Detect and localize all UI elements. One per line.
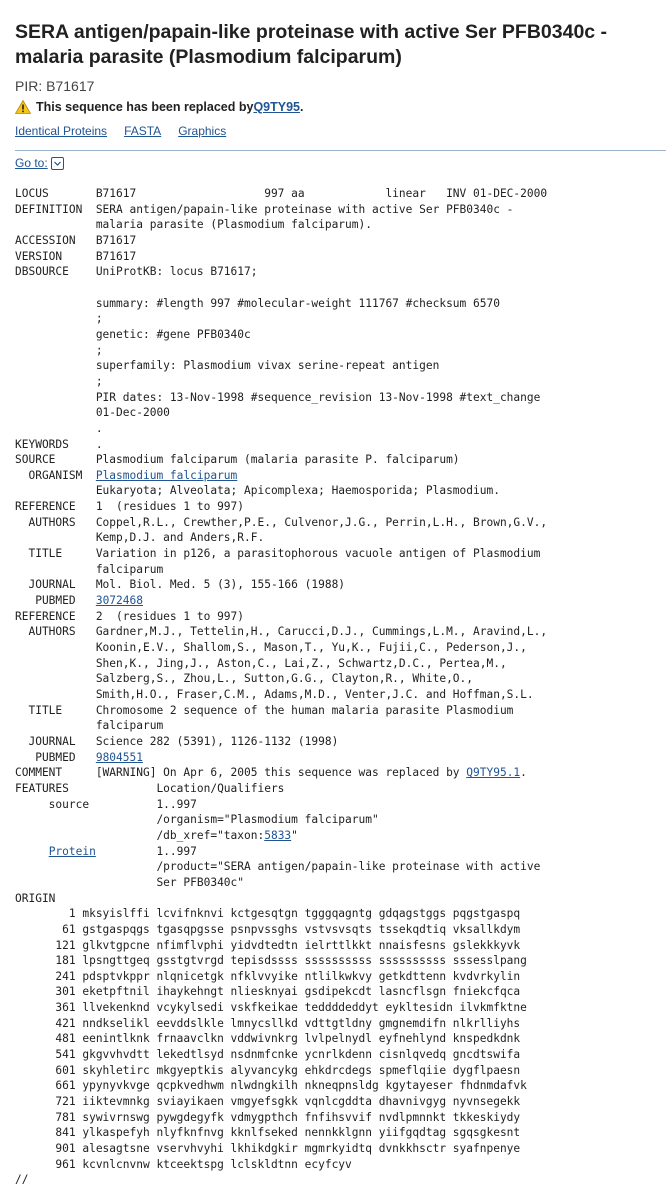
comment-suffix: . — [520, 766, 527, 780]
dbsource: DBSOURCE UniProtKB: locus B71617; summary: #length 997 #molecular-weight 111767 #checksum 6570 ; genetic: #gene PFB0340c ; superfamily: Plasmodium vivax serine-repeat antigen ; PIR dates: 13-Nov-1998 #sequence_revision 13-Nov-1998 #text_change 01-Dec-2000 . — [15, 265, 541, 435]
goto-menu[interactable] — [15, 156, 666, 170]
protein-indent — [15, 845, 49, 858]
organism-link[interactable]: Plasmodium falciparum — [95, 468, 238, 482]
comment-accession-link[interactable]: Q9TY95.1 — [466, 766, 521, 780]
fasta-link[interactable]: FASTA — [124, 124, 162, 138]
pubmed-label: PUBMED — [15, 594, 96, 608]
comment-text: COMMENT [WARNING] On Apr 6, 2005 this sequence was replaced by — [15, 766, 467, 780]
organism-line — [15, 468, 666, 484]
record-terminator: // — [15, 1173, 29, 1187]
organism-label: ORGANISM — [15, 468, 96, 482]
graphics-link[interactable]: Graphics — [178, 124, 227, 138]
pubmed-link-1[interactable]: 3072468 — [95, 594, 143, 608]
report-links — [15, 124, 666, 138]
source: SOURCE Plasmodium falciparum (malaria parasite P. falciparum) — [15, 453, 460, 467]
pir-accession: PIR: B71617 — [15, 78, 95, 94]
reference-1: REFERENCE 1 (residues 1 to 997) AUTHORS Coppel,R.L., Crewther,P.E., Culvenor,J.G., Perrin,L.H., Brown,G.V., Kemp,D.J. and Anders,R.F. TITLE Variation in p126, a parasitophorous vacuole antigen of Plasmodium falciparum JOURNAL Mol. Biol. Med. 5 (3), 155-166 (1988) — [15, 500, 548, 592]
definition: DEFINITION SERA antigen/papain-like proteinase with active Ser PFB0340c - malaria parasite (Plasmodium falciparum). — [15, 202, 514, 232]
replacement-accession-link[interactable]: Q9TY95 — [253, 100, 301, 114]
taxon-link[interactable]: 5833 — [264, 828, 292, 842]
db-xref-line — [15, 828, 666, 844]
product-qualifier: /product="SERA antigen/papain-like proteinase with active Ser PFB0340c" — [156, 860, 541, 889]
replaced-notice — [15, 100, 666, 114]
source-feature: source 1..997 /organism="Plasmodium falciparum" — [48, 797, 379, 827]
pubmed-label: PUBMED — [15, 750, 96, 764]
protein-feature-line — [15, 844, 666, 860]
keywords: KEYWORDS . — [15, 437, 103, 451]
warning-icon — [15, 100, 31, 114]
sequence-block: 1 mksyislffi lcvifnknvi kctgesqtgn tgggqagntg gdqagstggs pqgstgaspq 61 gstgaspqgs tgasqpgsse psnpvssghs vstvsvsqts tssekqdtiq vksallkdym 121 glkvtgpcne nfimflvphi yidvdtedtn ielrttlkkt nnaisfesns gslekkkyvk 181 lpsngttgeq gsstgtvrgd tepisdssss ssssssssss ssssssssss sssesslpang 241 pdsptvkppr nlqnicetgk nfklvvyike ntlilkwkvy getkdttenn kvdvrkylin 301 eketpftnil ihaykehngt nliesknyai gsdipekcdt lasncflsgn fniekcfqca 361 llvekenknd vcykylsedi vskfkeikae teddddeddyt eykltesidn ilvkmfktne 421 nndkselikl eevddslkle lmnycsllkd vdttgtldny gmgnemdifn nlkrlliyhs 481 eenintlknk frnaavclkn vddwivnkrg lvlpelnydl eyfnehlynd knspedkdnk 541 gkgvvhvdtt lekedtlsyd nsdnmfcnke ycnrlkdenn cisnlqvedq gncdtswifa 601 skyhletirc mkgyeptkis alyvancykg ehkdrcdegs spmeflqiie dygflpaesn 661 ypynyvkvge qcpkvedhwm nlwdngkilh nkneqpnsldg kgytayeser fhdnmdafvk 721 iiktevmnkg sviayikaen vmgyefsgkk vqnlcgddta dhavnivgyg nyvnsegekk 781 sywivrnswg pywgdegyfk vdmygpthch fnfihsvvif nvdlpmnnkt tkkeskiydy 841 ylkaspefyh nlyfknfnvg kknlfseked nennkklgnn yiifgqdtag sgqsgkesnt 901 alesagtsne vservhvyhi lkhikdgkir mgmrkyidtq dvnkkhsctr syafnpenye 961 kcvnlcnvnw ktceektspg lclskldtnn ecyfcyv — [55, 907, 527, 1171]
locus-line: LOCUS B71617 997 aa linear INV 01-DEC-2000 — [15, 187, 548, 200]
accession: ACCESSION B71617 — [15, 233, 137, 247]
pubmed-line-1 — [15, 593, 666, 609]
identical-proteins-link[interactable]: Identical Proteins — [15, 124, 108, 138]
lineage: Eukaryota; Alveolata; Apicomplexa; Haemosporida; Plasmodium. — [15, 484, 500, 498]
pubmed-line-2 — [15, 750, 666, 766]
version: VERSION B71617 — [15, 249, 137, 263]
genpept-record — [15, 186, 666, 1188]
reference-2: REFERENCE 2 (residues 1 to 997) AUTHORS Gardner,M.J., Tettelin,H., Carucci,D.J., Cummings,L.M., Aravind,L., Koonin,E.V., Shallom,S., Mason,T., Yu,K., Fujii,C., Pederson,J., Shen,K., Jing,J., Aston,C., Lai,Z., Schwartz,D.C., Pertea,M., Salzberg,S., Zhou,L., Sutton,G.G., Clayton,R., White,O., Smith,H.O., Fraser,C.M., Adams,M.D., Venter,J.C. and Hoffman,S.L. TITLE Chromosome 2 sequence of the human malaria parasite Plasmodium falciparum JOURNAL Science 282 (5391), 1126-1132 (1998) — [15, 609, 548, 748]
chevron-down-icon[interactable] — [51, 157, 64, 170]
features-header: FEATURES Location/Qualifiers — [15, 781, 285, 795]
protein-location: 1..997 — [95, 844, 197, 858]
goto-label[interactable]: Go to: — [15, 156, 48, 170]
db-xref-suffix: " — [291, 828, 298, 842]
db-xref-prefix: /db_xref="taxon: — [15, 828, 265, 842]
notice-suffix: . — [300, 100, 304, 114]
protein-feature-link[interactable]: Protein — [48, 844, 96, 858]
notice-text: This sequence has been replaced by — [36, 100, 254, 114]
divider — [15, 150, 666, 151]
origin-label: ORIGIN — [15, 891, 56, 905]
page-title: SERA antigen/papain-like proteinase with active Ser PFB0340c - malaria parasite (Plasmodium falciparum) — [15, 21, 608, 68]
comment — [15, 765, 666, 781]
pubmed-link-2[interactable]: 9804551 — [95, 750, 143, 764]
